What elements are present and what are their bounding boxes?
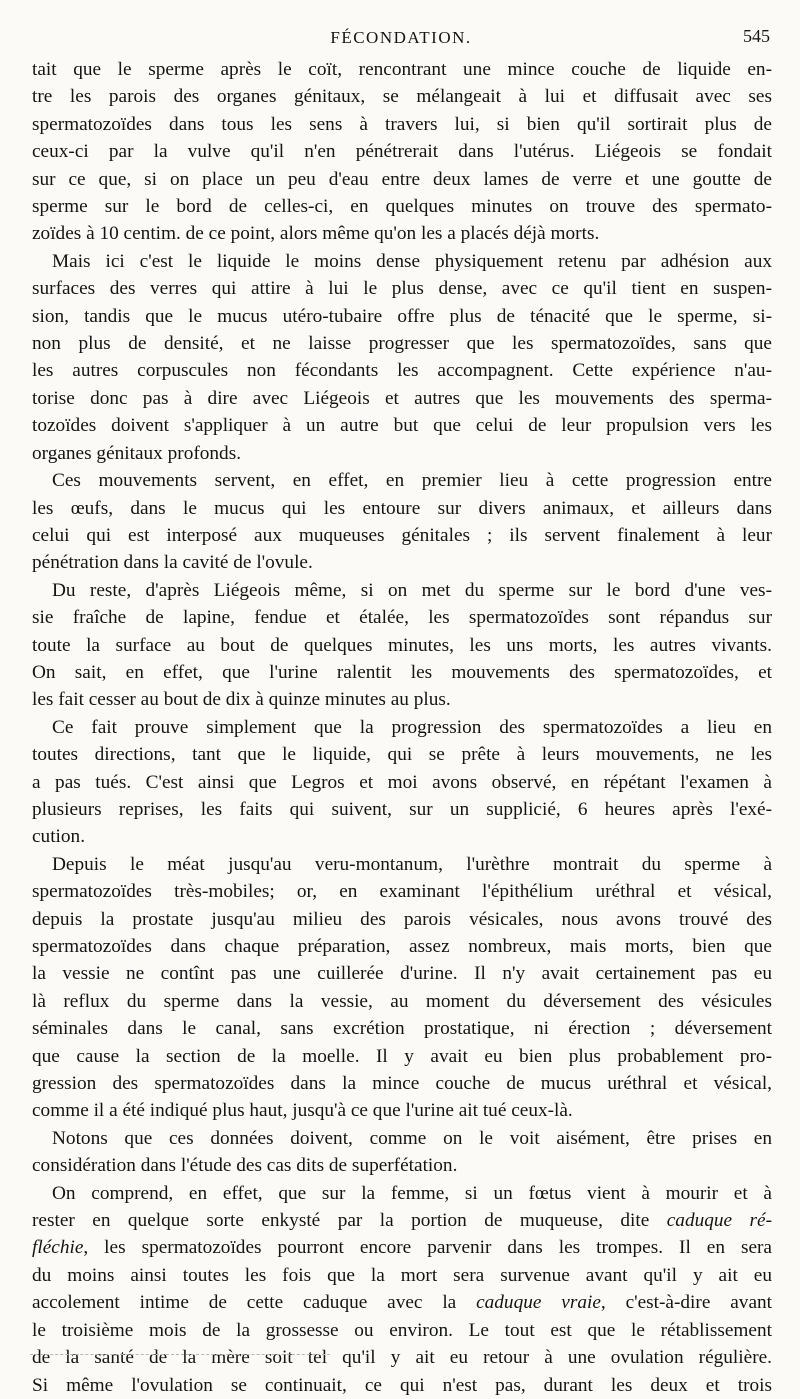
text-line: tait que le sperme après le coït, rencontrant une mince couche de liquide en- bbox=[32, 59, 772, 80]
text-line: les œufs, dans le mucus qui les entoure sur divers animaux, et ailleurs dans bbox=[32, 497, 772, 519]
text-line: là reflux du sperme dans la vessie, au moment du déversement des vésicules bbox=[32, 990, 772, 1012]
text-line: spermatozoïdes dans tous les sens à travers lui, si bien qu'il sortirait plus de bbox=[32, 113, 772, 135]
paragraph bbox=[32, 467, 772, 577]
text-line: non plus de densité, et ne laisse progresser que les spermatozoïdes, sans que bbox=[32, 333, 772, 355]
text-line: comme il a été indiqué plus haut, jusqu'à ce que l'urine ait tué ceux-là. bbox=[32, 1100, 573, 1122]
text-line: sperme sur le bord de celles-ci, en quelques minutes on trouve des spermato- bbox=[32, 196, 772, 218]
page-header bbox=[32, 26, 770, 52]
text-line: spermatozoïdes très-mobiles; or, en examinant l'épithélium uréthral et vésical, bbox=[32, 881, 772, 903]
page-number: 545 bbox=[743, 26, 770, 46]
text-line: sie fraîche de lapine, fendue et étalée, les spermatozoïdes sont répandus sur bbox=[32, 607, 772, 629]
text-line: a pas tués. C'est ainsi que Legros et moi avons observé, en répétant l'examen à bbox=[32, 771, 772, 793]
text-line: fléchie, les spermatozoïdes pourront encore parvenir dans les trompes. Il en sera bbox=[32, 1237, 772, 1259]
text-line: Mais ici c'est le liquide le moins dense physiquement retenu par adhésion aux bbox=[52, 250, 772, 272]
text-line: rester en quelque sorte enkysté par la portion de muqueuse, dite caduque ré- bbox=[32, 1210, 773, 1232]
body-text bbox=[32, 56, 772, 1399]
text-line: que cause la section de la moelle. Il y avait eu bien plus probablement pro- bbox=[32, 1045, 772, 1067]
running-title: FÉCONDATION. bbox=[330, 28, 472, 47]
paragraph bbox=[32, 851, 772, 1125]
text-line: de la santé de la mère soit tel qu'il y ait eu retour à une ovulation régulière. bbox=[32, 1347, 772, 1369]
text-line: Depuis le méat jusqu'au veru-montanum, l'urèthre montrait du sperme à bbox=[52, 853, 772, 875]
text-line: considération dans l'étude des cas dits de superfétation. bbox=[32, 1155, 458, 1177]
text-line: les autres corpuscules non fécondants les accompagnent. Cette expérience n'au- bbox=[32, 360, 772, 382]
text-line: cution. bbox=[32, 826, 86, 848]
text-line: tre les parois des organes génitaux, se mélangeait à lui et diffusait avec ses bbox=[32, 86, 772, 108]
text-line: pénétration dans la cavité de l'ovule. bbox=[32, 552, 313, 574]
text-line: toute la surface au bout de quelques minutes, les uns morts, les autres vivants. bbox=[32, 634, 772, 656]
text-line: torise donc pas à dire avec Liégeois et autres que les mouvements des sperma- bbox=[32, 387, 772, 409]
text-line: ceux-ci par la vulve qu'il n'en pénétrerait dans l'utérus. Liégeois se fondait bbox=[32, 141, 772, 163]
text-line: les fait cesser au bout de dix à quinze minutes au plus. bbox=[32, 689, 451, 711]
text-line: toutes directions, tant que le liquide, qui se prête à leurs mouvements, ne les bbox=[32, 744, 772, 766]
text-line: Du reste, d'après Liégeois même, si on met du sperme sur le bord d'une ves- bbox=[52, 579, 772, 601]
text-line: organes génitaux profonds. bbox=[32, 442, 242, 464]
text-line: gression des spermatozoïdes dans la mince couche de mucus uréthral et vésical, bbox=[32, 1073, 772, 1095]
footer-rule bbox=[30, 1354, 330, 1355]
text-line: Ces mouvements servent, en effet, en premier lieu à cette progression entre bbox=[52, 470, 772, 492]
text-line: sur ce que, si on place un peu d'eau entre deux lames de verre et une goutte de bbox=[32, 168, 772, 190]
text-line: surfaces des verres qui attire à lui le plus dense, avec ce qu'il tient en suspen- bbox=[32, 278, 772, 300]
text-line: zoïdes à 10 centim. de ce point, alors même qu'on les a placés déjà morts. bbox=[32, 223, 600, 245]
text-line: plusieurs reprises, les faits qui suivent, sur un supplicié, 6 heures après l'exé- bbox=[32, 798, 772, 820]
text-line: du moins ainsi toutes les fois que la mort sera survenue avant qu'il y ait eu bbox=[32, 1264, 772, 1286]
text-line: la vessie ne contînt pas une cuillerée d'urine. Il n'y avait certainement pas eu bbox=[32, 963, 772, 985]
paragraph bbox=[32, 714, 772, 851]
paragraph bbox=[32, 1125, 772, 1180]
text-line: le troisième mois de la grossesse ou environ. Le tout est que le rétablissement bbox=[32, 1319, 772, 1341]
paragraph bbox=[32, 248, 772, 467]
italic-term: caduque vraie bbox=[476, 1292, 601, 1314]
text-line: On sait, en effet, que l'urine ralentit les mouvements des spermatozoïdes, et bbox=[32, 661, 772, 683]
paragraph bbox=[32, 577, 772, 714]
text-line: sion, tandis que le mucus utéro-tubaire offre plus de ténacité que le sperme, si- bbox=[32, 305, 772, 327]
text-line: depuis la prostate jusqu'au milieu des parois vésicales, nous avons trouvé des bbox=[32, 908, 772, 930]
text-line: Notons que ces données doivent, comme on le voit aisément, être prises en bbox=[52, 1127, 772, 1149]
paragraph bbox=[32, 56, 772, 248]
paragraph bbox=[32, 1180, 772, 1399]
text-line: tozoïdes doivent s'appliquer à un autre but que celui de leur propulsion vers les bbox=[32, 415, 772, 437]
italic-term: fléchie bbox=[32, 1237, 84, 1259]
text-line: celui qui est interposé aux muqueuses génitales ; ils servent finalement à leur bbox=[32, 524, 772, 546]
text-line: accolement intime de cette caduque avec la caduque vraie, c'est-à-dire avant bbox=[32, 1292, 773, 1314]
text-line: spermatozoïdes dans chaque préparation, assez nombreux, mais morts, bien que bbox=[32, 936, 772, 957]
text-line: séminales dans le canal, sans excrétion prostatique, ni érection ; déversement bbox=[32, 1018, 772, 1040]
text-line: Ce fait prouve simplement que la progression des spermatozoïdes a lieu en bbox=[52, 716, 772, 738]
text-line: Si même l'ovulation se continuait, ce qui n'est pas, durant les deux et trois bbox=[32, 1374, 772, 1396]
text-line: On comprend, en effet, que sur la femme, si un fœtus vient à mourir et à bbox=[52, 1182, 772, 1204]
italic-term: caduque ré- bbox=[666, 1210, 773, 1232]
